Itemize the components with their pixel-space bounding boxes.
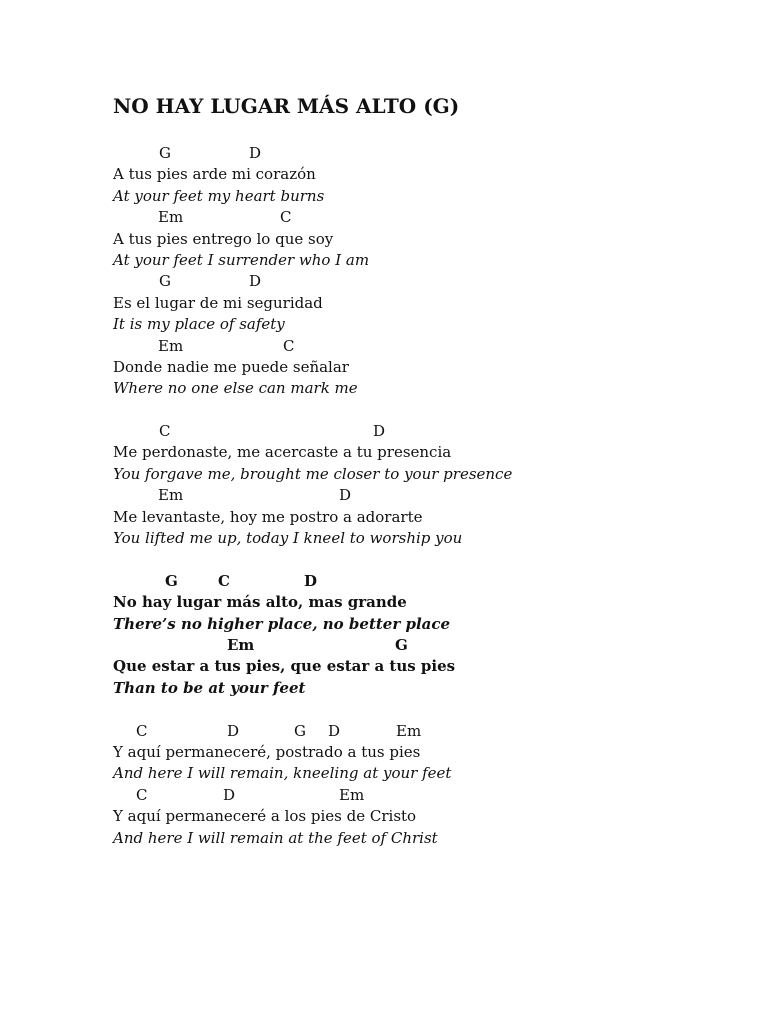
lyric-line-english: At your feet my heart burns (113, 186, 325, 205)
lyric-line-spanish: No hay lugar más alto, mas grande (113, 593, 407, 612)
chord: C (159, 422, 171, 441)
song-title: NO HAY LUGAR MÁS ALTO (G) (113, 94, 460, 118)
lyric-line-english: You forgave me, brought me closer to your presence (113, 464, 513, 483)
chord: D (373, 422, 386, 441)
chord-line (113, 785, 733, 806)
chord: D (223, 785, 236, 804)
lyric-line-spanish: A tus pies arde mi corazón (113, 165, 316, 184)
lyric-line-english: And here I will remain, kneeling at your feet (113, 764, 452, 783)
chord-line (113, 421, 733, 442)
chord: C (136, 721, 148, 740)
lyric-line-english: At your feet I surrender who I am (113, 250, 370, 269)
stanza-gap (113, 400, 733, 421)
chord-line (113, 336, 733, 357)
chord: D (304, 571, 318, 590)
song-body (113, 143, 733, 849)
lyric-line-spanish: Me levantaste, hoy me postro a adorarte (113, 507, 423, 526)
chord: G (294, 721, 306, 740)
lyric-line-spanish: Que estar a tus pies, que estar a tus pies (113, 657, 456, 676)
chord: D (339, 486, 352, 505)
lyric-line-english: Where no one else can mark me (113, 379, 358, 398)
stanza-gap (113, 549, 733, 570)
chord: G (159, 144, 171, 162)
chord: C (218, 571, 230, 590)
chord-line (113, 207, 733, 228)
chord-line (113, 271, 733, 292)
lyric-line-spanish: Me perdonaste, me acercaste a tu presencia (113, 443, 452, 462)
lyric-line-english: It is my place of safety (113, 315, 285, 334)
chord-line (113, 143, 733, 164)
lyric-line-spanish: Y aquí permaneceré a los pies de Cristo (113, 807, 417, 826)
lyric-line-spanish: Donde nadie me puede señalar (113, 357, 349, 376)
chord: G (165, 571, 178, 590)
chord: Em (158, 208, 184, 227)
chord: D (249, 272, 262, 291)
chord: G (395, 635, 408, 654)
chord: G (159, 272, 171, 291)
chord: Em (227, 635, 255, 654)
chord-line (113, 571, 733, 592)
chord: Em (158, 486, 184, 505)
chord: C (136, 785, 148, 804)
chord-line (113, 721, 733, 742)
chord: C (280, 208, 292, 227)
stanza-gap (113, 699, 733, 720)
chord-line (113, 635, 733, 656)
lyric-line-spanish: Y aquí permaneceré, postrado a tus pies (113, 742, 421, 761)
lyric-line-english: There’s no higher place, no better place (113, 614, 451, 633)
lyric-line-english: Than to be at your feet (113, 678, 306, 697)
chord: D (328, 721, 341, 740)
lyric-line-spanish: A tus pies entrego lo que soy (113, 229, 334, 248)
lyric-line-english: You lifted me up, today I kneel to worship you (113, 529, 463, 548)
chord: D (227, 721, 240, 740)
chord-line (113, 485, 733, 506)
chord: Em (158, 336, 184, 355)
chord: C (283, 336, 295, 355)
lyric-line-english: And here I will remain at the feet of Christ (113, 828, 438, 847)
lyric-line-spanish: Es el lugar de mi seguridad (113, 293, 323, 312)
chord: Em (339, 785, 365, 804)
chord: D (249, 144, 262, 162)
chord: Em (396, 721, 422, 740)
